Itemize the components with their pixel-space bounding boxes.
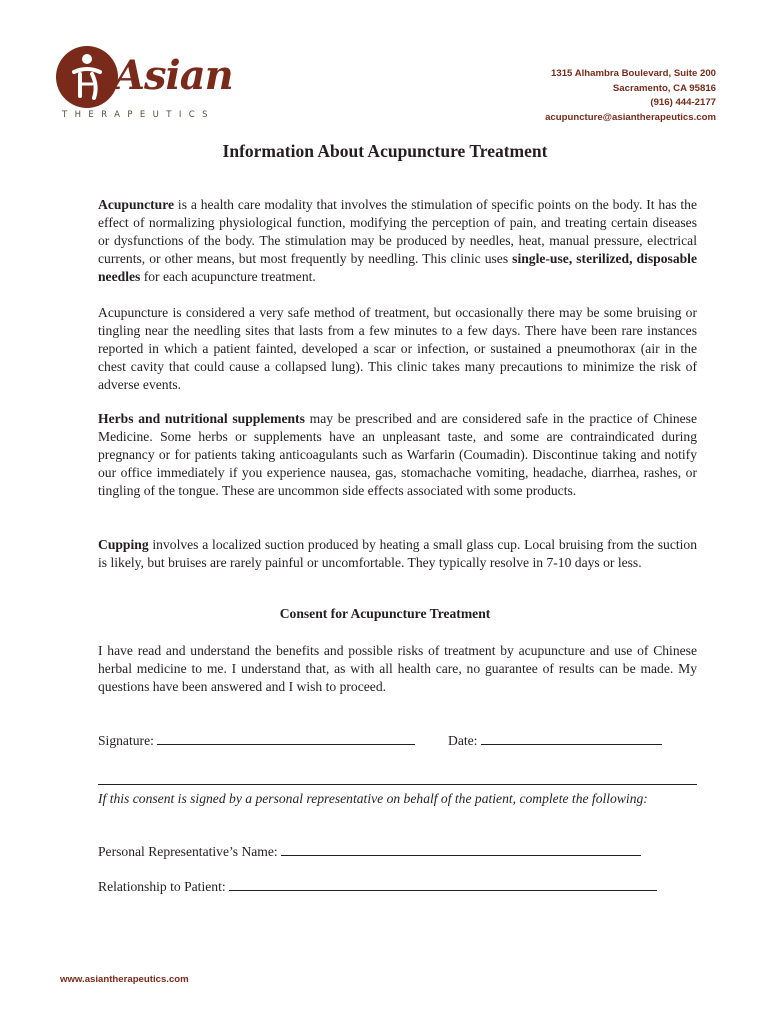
term-needles: single-use, sterilized, disposable needles bbox=[98, 251, 697, 285]
relationship-label: Relationship to Patient: bbox=[98, 879, 226, 894]
relationship-line[interactable] bbox=[229, 878, 657, 891]
representative-note: If this consent is signed by a personal representative on behalf of the patient, complete the following: bbox=[98, 791, 648, 806]
address-city: Sacramento, CA 95816 bbox=[612, 82, 716, 94]
paragraph-acupuncture bbox=[98, 196, 697, 286]
signature-field-group bbox=[98, 732, 415, 749]
relationship-row bbox=[98, 878, 657, 895]
section-divider bbox=[98, 784, 697, 785]
paragraph-text: is a health care modality that involves the stimulation of specific points on the body. It has the effect of normalizing physiological function, modifying the perception of pain, and treating certain diseases or dysfunctions of the body. The stimulation may be produced by needles, heat, manual pressure, electrical currents, or other means, but most frequently by needling. This clinic uses bbox=[98, 197, 697, 267]
logo-wordmark: Asian bbox=[114, 52, 233, 99]
term-herbs: Herbs and nutritional supplements bbox=[98, 411, 305, 426]
paragraph-safety: Acupuncture is considered a very safe method of treatment, but occasionally there may be some bruising or tingling near the needling sites that lasts from a few minutes to a few days. There have been rare instances reported in which a patient fainted, developed a scar or infection, or sustained a pneumothorax (air in the chest cavity that could cause a collapsed lung). This clinic takes many precautions to minimize the risk of adverse events. bbox=[98, 305, 697, 393]
footer-website[interactable]: www.asiantherapeutics.com bbox=[60, 974, 189, 985]
term-cupping: Cupping bbox=[98, 537, 149, 552]
consent-heading: Consent for Acupuncture Treatment bbox=[279, 606, 491, 621]
address-phone: (916) 444-2177 bbox=[650, 97, 716, 109]
company-logo bbox=[54, 44, 234, 124]
paragraph-consent: I have read and understand the benefits and possible risks of treatment by acupuncture and use of Chinese herbal medicine to me. I understand that, as with all health care, no guarantee of results can be made. My questions have been answered and I wish to proceed. bbox=[98, 643, 697, 695]
logo-tagline: THERAPEUTICS bbox=[62, 110, 215, 120]
date-field-group bbox=[448, 732, 662, 749]
paragraph-text: for each acupuncture treatment. bbox=[140, 269, 316, 285]
representative-name-row bbox=[98, 843, 641, 860]
logo-figure-icon bbox=[54, 44, 120, 110]
representative-name-label: Personal Representative’s Name: bbox=[98, 844, 278, 859]
paragraph-herbs bbox=[98, 410, 697, 500]
address-street: 1315 Alhambra Boulevard, Suite 200 bbox=[551, 68, 716, 79]
term-acupuncture: Acupuncture bbox=[98, 197, 175, 212]
paragraph-text: may be prescribed and are considered safe in the practice of Chinese Medicine. Some herbs or supplements have an unpleasant taste, and some are contraindicated during pregnancy or for patients taking anticoagulants such as Warfarin (Coumadin). Discontinue taking and notify our office immediately if you experience nausea, gas, stomachache vomiting, headache, diarrhea, rashes, or tingling of the tongue. These are uncommon side effects associated with some products. bbox=[98, 411, 698, 499]
paragraph-text: involves a localized suction produced by heating a small glass cup. Local bruising from the suction is likely, but bruises are rarely painful or uncomfortable. They typically resolve in 7-10 days or less. bbox=[98, 537, 697, 571]
paragraph-cupping bbox=[98, 536, 697, 572]
clinic-address bbox=[545, 67, 716, 125]
document-title: Information About Acupuncture Treatment bbox=[222, 141, 548, 161]
address-email[interactable]: acupuncture@asiantherapeutics.com bbox=[545, 111, 716, 123]
date-label: Date: bbox=[448, 733, 478, 748]
signature-label: Signature: bbox=[98, 733, 154, 748]
representative-name-line[interactable] bbox=[281, 843, 641, 856]
date-line[interactable] bbox=[481, 732, 662, 745]
signature-line[interactable] bbox=[157, 732, 415, 745]
